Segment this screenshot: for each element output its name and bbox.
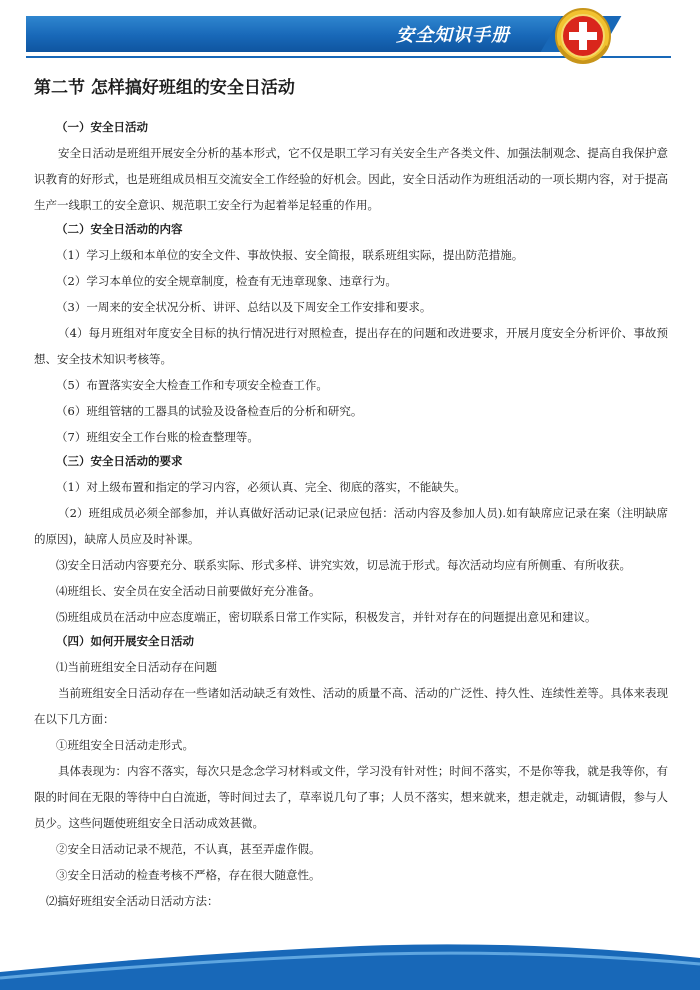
list-item: （2）班组成员必须全部参加，并认真做好活动记录(记录应包括：活动内容及参加人员).如有缺席应记录在案（注明缺席的原因)，缺席人员应及时补课。 [34,506,668,546]
document-body [34,76,668,914]
point: ①班组安全日活动走形式。 [56,738,194,752]
list-item: （7）班组安全工作台账的检查整理等。 [56,430,259,444]
section-title: 第二节 怎样搞好班组的安全日活动 [34,78,295,98]
list-item: （6）班组管辖的工器具的试验及设备检查后的分析和研究。 [56,404,363,418]
heading-part4: （四）如何开展安全日活动 [56,634,194,648]
list-item: （2）学习本单位的安全规章制度，检查有无违章现象、违章行为。 [56,274,397,288]
list-item: ⑷班组长、安全员在安全活动日前要做好充分准备。 [56,584,321,598]
list-item: （5）布置落实安全大检查工作和专项安全检查工作。 [56,378,328,392]
point: ③安全日活动的检查考核不严格，存在很大随意性。 [56,868,321,882]
heading-part1: （一）安全日活动 [56,120,148,134]
heading-part2: （二）安全日活动的内容 [56,222,183,236]
list-item: （1）对上级布置和指定的学习内容，必须认真、完全、彻底的落实，不能缺失。 [56,480,466,494]
subheading: ⑴当前班组安全日活动存在问题 [56,660,217,674]
list-item: ⑶安全日活动内容要充分、联系实际、形式多样、讲究实效，切忌流于形式。每次活动均应有所侧重、有所收获。 [56,558,631,572]
paragraph: 具体表现为：内容不落实，每次只是念念学习材料或文件，学习没有针对性；时间不落实，不是你等我，就是我等你，有限的时间在无限的等待中白白流逝，等时间过去了，草率说几句了事；人员不落实，想来就来，想走就走，动辄请假，参与人员少。这些问题使班组安全日活动成效甚微。 [34,764,668,830]
emblem-icon [553,6,613,66]
footer-wave [0,920,700,990]
list-item: （4）每月班组对年度安全目标的执行情况进行对照检查，提出存在的问题和改进要求，开展月度安全分析评价、事故预想、安全技术知识考核等。 [34,326,668,366]
list-item: （1）学习上级和本单位的安全文件、事故快报、安全简报，联系班组实际，提出防范措施。 [56,248,524,262]
list-item: （3）一周来的安全状况分析、讲评、总结以及下周安全工作安排和要求。 [56,300,432,314]
subheading: ⑵搞好班组安全活动日活动方法： [46,894,219,908]
heading-part3: （三）安全日活动的要求 [56,454,183,468]
paragraph: 安全日活动是班组开展安全分析的基本形式，它不仅是职工学习有关安全生产各类文件、加强法制观念、提高自我保护意识教育的好形式，也是班组成员相互交流安全工作经验的好机会。因此，安全日活动作为班组活动的一项长期内容，对于提高生产一线职工的安全意识、规范职工安全行为起着举足轻重的作用。 [34,146,668,212]
point: ②安全日活动记录不规范，不认真，甚至弄虚作假。 [56,842,321,856]
paragraph: 当前班组安全日活动存在一些诸如活动缺乏有效性、活动的质量不高、活动的广泛性、持久性、连续性差等。具体来表现在以下几方面： [34,686,668,726]
list-item: ⑸班组成员在活动中应态度端正，密切联系日常工作实际，积极发言，并针对存在的问题提出意见和建议。 [56,610,597,624]
header-title: 安全知识手册 [396,25,510,46]
